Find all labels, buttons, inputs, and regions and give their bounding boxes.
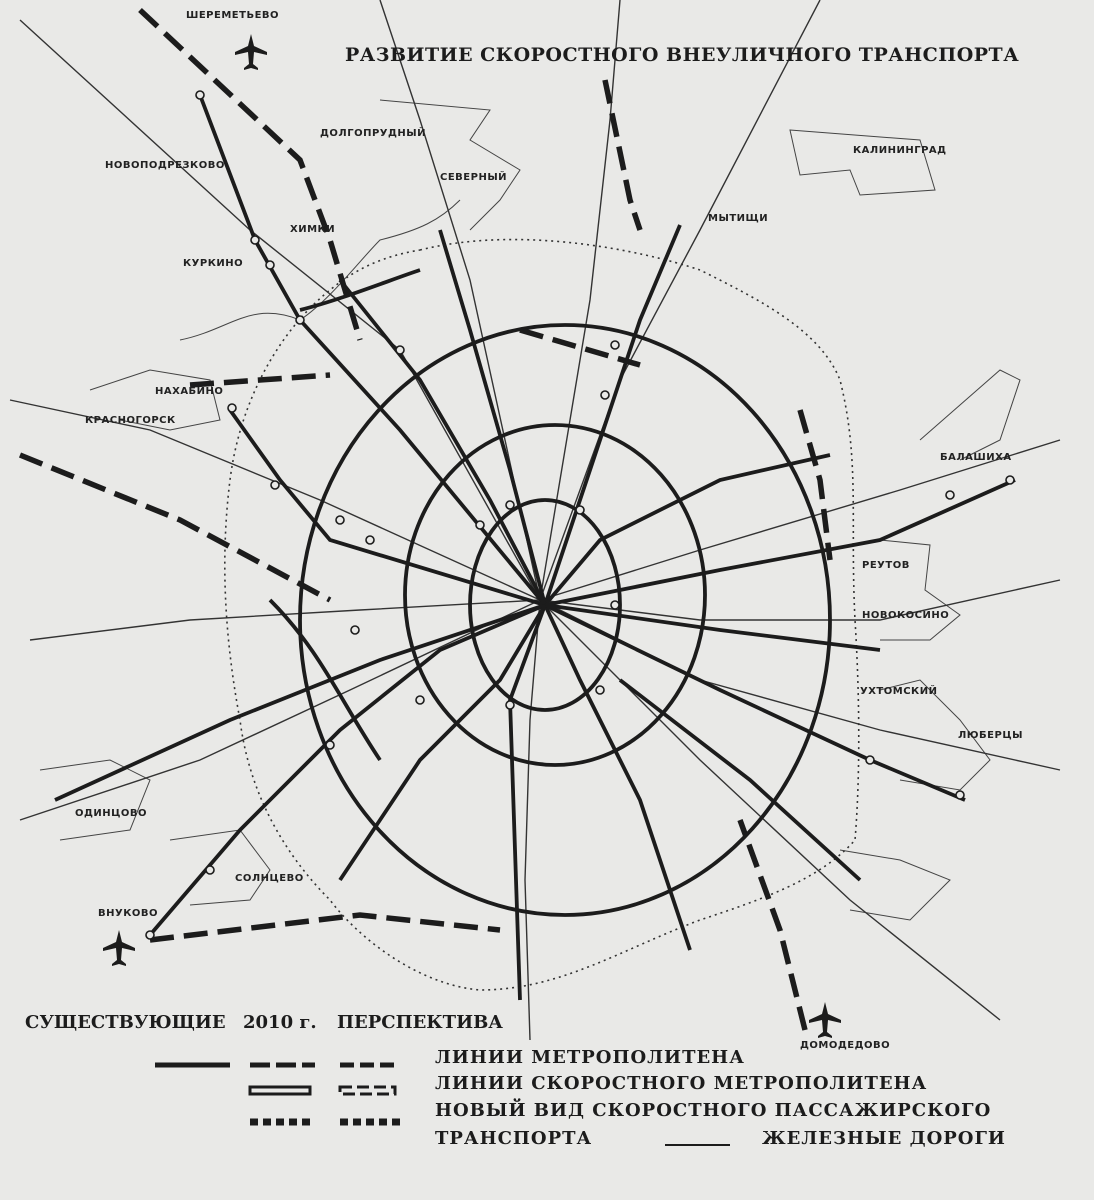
legend-col-existing: СУЩЕСТВУЮЩИЕ [25, 1012, 226, 1033]
place-solntsevo: СОЛНЦЕВО [235, 873, 304, 884]
place-khimki: ХИМКИ [290, 224, 336, 235]
legend-row-rail: ЖЕЛЕЗНЫЕ ДОРОГИ [762, 1128, 1006, 1149]
place-kaliningrad: КАЛИНИНГРАД [853, 145, 947, 156]
place-kurkino: КУРКИНО [183, 258, 244, 269]
airplane-icon [234, 32, 268, 72]
place-odintsovo: ОДИНЦОВО [75, 808, 148, 819]
legend-row-metro: ЛИНИИ МЕТРОПОЛИТЕНА [435, 1047, 745, 1068]
place-nakhabino: НАХАБИНО [155, 386, 224, 397]
legend-row-express: ЛИНИИ СКОРОСТНОГО МЕТРОПОЛИТЕНА [435, 1073, 928, 1094]
district-boundary [920, 370, 1020, 460]
district-boundary [380, 100, 520, 230]
district-boundary [840, 850, 950, 920]
place-krasnogorsk: КРАСНОГОРСК [85, 415, 176, 426]
legend-rail-swatch [660, 1140, 740, 1150]
place-severny: СЕВЕРНЫЙ [440, 172, 508, 183]
place-novopodrezkovo: НОВОПОДРЕЗКОВО [105, 160, 225, 171]
place-balashikha: БАЛАШИХА [940, 452, 1012, 463]
place-mytishchi: МЫТИЩИ [708, 213, 769, 224]
legend-col-2010: 2010 г. [243, 1012, 317, 1033]
map-title: РАЗВИТИЕ СКОРОСТНОГО ВНЕУЛИЧНОГО ТРАНСПОРТА [345, 44, 1020, 66]
stations [146, 91, 1014, 939]
place-novokosino: НОВОКОСИНО [862, 610, 950, 621]
place-dolgoprudny: ДОЛГОПРУДНЫЙ [320, 128, 426, 139]
district-boundary [790, 130, 935, 195]
place-domodedovo: ДОМОДЕДОВО [800, 1040, 891, 1051]
district-boundary [880, 540, 960, 640]
place-reutov: РЕУТОВ [862, 560, 910, 571]
legend-row-new-1: НОВЫЙ ВИД СКОРОСТНОГО ПАССАЖИРСКОГО [435, 1100, 992, 1121]
legend-swatches [150, 1050, 420, 1150]
place-lyubertsy: ЛЮБЕРЦЫ [958, 730, 1023, 741]
metro-lines [55, 95, 1015, 1000]
legend-col-future: ПЕРСПЕКТИВА [337, 1012, 503, 1033]
place-vnukovo: ВНУКОВО [98, 908, 158, 919]
airplane-icon [808, 1000, 842, 1040]
place-ukhtomsky: УХТОМСКИЙ [860, 686, 938, 697]
place-sheremetyevo: ШЕРЕМЕТЬЕВО [186, 10, 280, 21]
railways [10, 0, 1060, 1040]
legend-row-new-2: ТРАНСПОРТА [435, 1128, 593, 1149]
airplane-icon [102, 928, 136, 968]
